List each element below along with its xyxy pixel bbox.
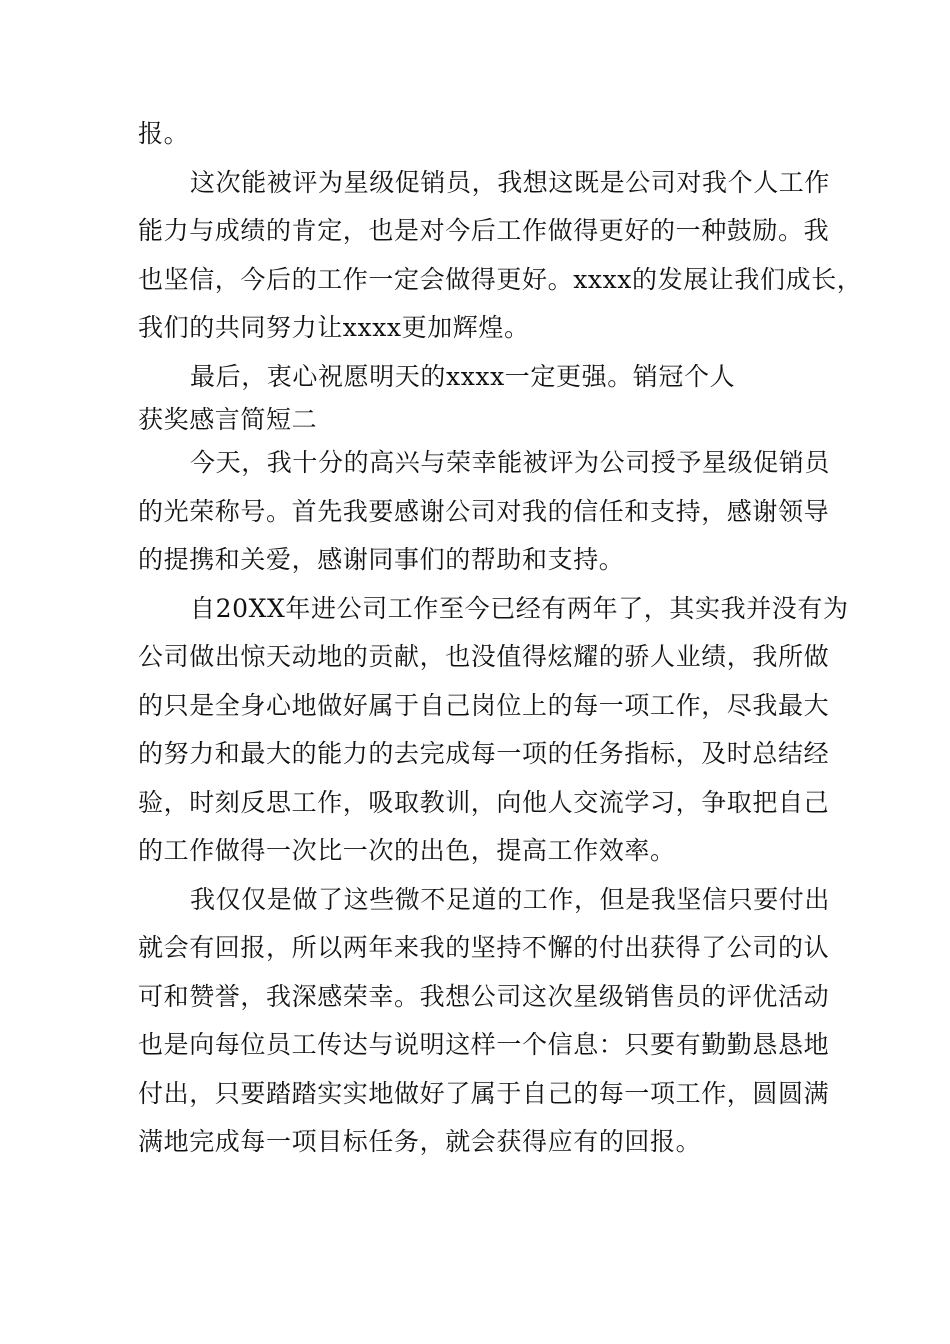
paragraph-line: 满地完成每一项目标任务，就会获得应有的回报。 — [138, 1127, 702, 1156]
paragraph-line: 付出，只要踏踏实实地做好了属于自己的每一项工作，圆圆满 — [138, 1078, 830, 1108]
paragraph-line: 就会有回报，所以两年来我的坚持不懈的付出获得了公司的认 — [138, 933, 830, 962]
paragraph-line: 的努力和最大的能力的去完成每一项的任务指标，及时总结经 — [138, 739, 830, 768]
paragraph-line: 今天，我十分的高兴与荣幸能被评为公司授予星级促销员 — [190, 448, 831, 477]
paragraph-line: 报。 — [138, 119, 190, 148]
paragraph-line: 自20XX年进公司工作至今已经有两年了，其实我并没有为 — [190, 593, 849, 623]
paragraph-line: 我们的共同努力让xxxx更加辉煌。 — [138, 313, 530, 342]
document-body — [138, 110, 863, 1167]
paragraph-line: 公司做出惊天动地的贡献，也没值得炫耀的骄人业绩，我所做 — [138, 642, 830, 671]
paragraph-line: 我仅仅是做了这些微不足道的工作，但是我坚信只要付出 — [190, 884, 831, 914]
paragraph-line: 验，时刻反思工作，吸取教训，向他人交流学习，争取把自己 — [138, 787, 830, 817]
paragraph-line: 也坚信，今后的工作一定会做得更好。xxxx的发展让我们成长， — [138, 264, 863, 294]
paragraph-line: 的只是全身心地做好属于自己岗位上的每一项工作，尽我最大 — [138, 690, 830, 720]
paragraph-line: 最后，衷心祝愿明天的xxxx一定更强。销冠个人 — [190, 361, 736, 391]
paragraph-line: 的光荣称号。首先我要感谢公司对我的信任和支持，感谢领导 — [138, 496, 830, 526]
paragraph-line: 可和赞誉，我深感荣幸。我想公司这次星级销售员的评优活动 — [138, 981, 830, 1011]
paragraph-line: 这次能被评为星级促销员，我想这既是公司对我个人工作 — [190, 167, 831, 197]
paragraph-line: 的提携和关爱，感谢同事们的帮助和支持。 — [138, 545, 625, 574]
paragraph-line: 的工作做得一次比一次的出色，提高工作效率。 — [138, 836, 676, 865]
paragraph-line: 能力与成绩的肯定，也是对今后工作做得更好的一种鼓励。我 — [138, 216, 830, 245]
paragraph-line: 也是向每位员工传达与说明这样一个信息：只要有勤勤恳恳地 — [138, 1030, 830, 1059]
section-heading: 获奖感言简短二 — [138, 405, 318, 434]
